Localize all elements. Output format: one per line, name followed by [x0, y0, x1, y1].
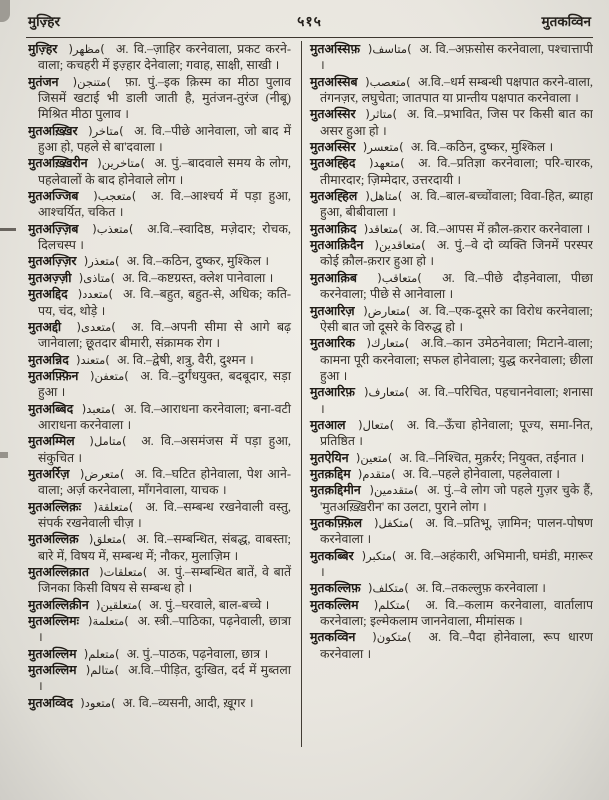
dictionary-entry — [310, 450, 593, 466]
entry-urdu-script: ( متعلق ) — [83, 532, 131, 546]
dictionary-entry — [28, 662, 291, 695]
entry-urdu-script: ( مظهر ) — [63, 42, 111, 56]
dictionary-entry — [310, 303, 593, 336]
entry-urdu-script: ( متعود ) — [76, 696, 119, 710]
right-column — [300, 41, 593, 800]
dictionary-entry — [28, 123, 291, 156]
entry-urdu-script: ( متعلقة ) — [87, 500, 140, 514]
entry-headword: मुतअस्सिफ़ — [310, 42, 361, 56]
dictionary-entry — [310, 466, 593, 482]
entry-headword: मुतआक़िद — [310, 221, 357, 236]
dictionary-entry — [310, 41, 593, 74]
entry-definition: अ.वि.–स्वादिष्ठ, मज़ेदार; रोचक, दिलचस्प । — [38, 221, 292, 253]
entry-urdu-script: ( متعال ) — [352, 418, 401, 432]
entry-urdu-script: ( متاخر ) — [83, 124, 130, 138]
entry-urdu-script: ( متعاقد ) — [360, 222, 407, 236]
entry-urdu-script: ( متكبر ) — [357, 549, 400, 563]
entry-headword: मुतअख़्ख़िर — [28, 123, 78, 138]
entry-definition: अ. वि.–व्यसनी, आदी, ख़ूगर । — [122, 695, 254, 710]
entry-definition: अ. वि.–दुर्गंधयुक्त, बदबूदार, सड़ा हुआ । — [38, 368, 291, 400]
entry-urdu-script: ( متعاقب ) — [367, 271, 432, 285]
entry-headword: मुतअज़्ज़ी — [28, 270, 72, 285]
entry-definition: अ. स्त्री.–पाठिका, पढ़नेवाली, छात्रा । — [38, 614, 291, 645]
entry-definition: अ. वि.–असमंजस में पड़ा हुआ, संकुचित । — [38, 434, 292, 465]
entry-headword: मुतक़द्दिम — [310, 466, 351, 481]
dictionary-entry — [28, 155, 291, 188]
left-column — [28, 41, 300, 800]
entry-urdu-script: ( متعلمة ) — [83, 614, 133, 628]
entry-headword: मुतअल्लिक़ः — [28, 499, 82, 514]
entry-urdu-script: ( متكفل ) — [368, 516, 420, 530]
entry-urdu-script: ( متعارك ) — [360, 336, 415, 350]
entry-definition: अ. वि.–ऊँचा होनेवाला; पूज्य, समा-नित, प्रतिष्ठित । — [320, 417, 593, 449]
page-number: ५१५ — [297, 15, 322, 30]
entry-headword: मुतअस्सिब — [310, 74, 358, 89]
entry-urdu-script: ( متعفن ) — [84, 369, 135, 383]
entry-headword: मुतकल्लिफ़ — [310, 581, 361, 596]
dictionary-entry — [28, 433, 291, 466]
entry-headword: मुतआक़िदैन — [310, 238, 364, 253]
entry-urdu-script: ( متعلقين ) — [92, 598, 146, 612]
dictionary-entry — [310, 74, 593, 107]
entry-headword: मुतअल्लिक़ात — [28, 565, 89, 579]
entry-urdu-script: ( متعدى ) — [69, 320, 124, 334]
running-header — [28, 12, 591, 30]
entry-definition: अ. वि.–प्रभावित, जिस पर किसी बात का असर हुआ हो । — [320, 107, 593, 138]
entry-urdu-script: ( متاذى ) — [75, 271, 119, 285]
dictionary-entry — [28, 564, 291, 597]
entry-definition: अ. वि.–ज़ाहिर करनेवाला, प्रकट करने-वाला; कचहरी में इज़्हार देनेवाला; गवाह, साक्षी, साखी । — [38, 42, 291, 73]
dictionary-entry — [28, 613, 291, 646]
entry-headword: मुतअख़्ख़िरीन — [28, 156, 88, 171]
entry-urdu-script: ( متعبد ) — [77, 402, 120, 416]
entry-headword: मुतऐयिन — [310, 450, 349, 465]
header-right-catchword: मुतकव्विन — [541, 14, 591, 29]
entry-urdu-script: ( متعذر ) — [80, 254, 124, 268]
entry-headword: मुतकफ़्फ़िल — [310, 515, 363, 530]
entry-urdu-script: ( متنجن ) — [65, 75, 118, 89]
entry-headword: मुतअम्मिल — [28, 434, 75, 449]
entry-headword: मुतअल्लिम — [28, 646, 77, 661]
entry-headword: मुतअल्लिमः — [28, 614, 80, 629]
margin-mark — [0, 452, 8, 458]
entry-definition: अ. पुं.–पाठक, पढ़नेवाला, छात्र । — [126, 646, 269, 661]
entry-urdu-script: ( متكلف ) — [364, 581, 412, 595]
entry-urdu-script: ( متعجب ) — [86, 189, 144, 203]
entry-headword: मुतअज्जिब — [28, 189, 79, 204]
entry-urdu-script: ( متعسر ) — [359, 140, 408, 154]
dictionary-entry — [310, 139, 593, 155]
entry-definition: अ. वि.–कलाम करनेवाला, वार्तालाप करनेवाला; इल्मेकलाम जाननेवाला, मीमांसक । — [320, 597, 593, 629]
entry-urdu-script: ( متعين ) — [352, 451, 396, 465]
dictionary-entry — [310, 482, 593, 515]
entry-definition: अ. वि.–कठिन, दुष्कर, मुश्किल । — [126, 254, 270, 269]
dictionary-entry — [28, 531, 291, 564]
entry-urdu-script: ( متقدم ) — [354, 467, 399, 481]
dictionary-entry — [310, 417, 593, 450]
entry-definition: अ. वि.–बाल-बच्चोंवाला; विवा-हित, ब्याहा हुआ, बीबीवाला । — [320, 189, 593, 220]
dictionary-entry — [28, 286, 291, 319]
entry-urdu-script: ( متاخرين ) — [92, 156, 150, 170]
dictionary-entry — [310, 270, 593, 303]
entry-urdu-script: ( متعند ) — [72, 353, 113, 367]
entry-headword: मुतअव्विद — [28, 695, 74, 710]
entry-headword: मुतअद्दिद — [28, 287, 68, 302]
entry-definition: अ. वि.–सम्बन्धित, संबद्ध, वाबस्ता; बारे में, विषय में, सम्बन्ध में; नौकर, मुलाज़िम । — [38, 532, 291, 563]
margin-mark — [0, 228, 16, 231]
entry-definition: अ.वि.–कान उमेठनेवाला; मिटाने-वाला; कामना पूरी करनेवाला; सफल होनेवाला; युद्ध करनेवाला; छीला हुआ । — [320, 336, 593, 383]
dictionary-entry — [28, 597, 291, 613]
entry-urdu-script: ( متكلم ) — [366, 598, 418, 612]
entry-urdu-script: ( متعدد ) — [72, 287, 118, 301]
entry-definition: अ. वि.–निश्चित, मुक़र्रर; नियुक्त, तईनात । — [399, 450, 585, 465]
entry-headword: मुतआरिक — [310, 336, 355, 351]
entry-urdu-script: ( متالم ) — [81, 663, 124, 677]
entry-headword: मुतअल्लिक़ीन — [28, 597, 89, 612]
entry-headword: मुतअन्निद — [28, 352, 69, 367]
entry-urdu-script: ( متعلقات ) — [94, 565, 153, 579]
entry-definition: अ.वि.–धर्म सम्बन्धी पक्षपात करने-वाला, तंगनज़र, लघुचेता; जातपात या प्रान्तीय पक्षपात करनेवाला । — [320, 74, 593, 106]
entry-definition: अ. वि.–बहुत, बहुत-से, अधिक; कति-पय, चंद, थोड़े । — [38, 287, 292, 318]
entry-headword: मुतकल्लिम — [310, 597, 359, 612]
dictionary-entry — [310, 106, 593, 139]
dictionary-entry — [310, 221, 593, 237]
entry-headword: मुतअल्लिक़ — [28, 532, 79, 547]
header-rule — [26, 37, 593, 38]
entry-definition: अ. पुं.–वे दो व्यक्ति जिनमें परस्पर कोई क़ौल-क़रार हुआ हो । — [320, 238, 593, 269]
entry-definition: अ. वि.–तकल्लुफ़ करनेवाला । — [415, 581, 546, 596]
entry-headword: मुतअह्हिल — [310, 189, 358, 204]
entry-headword: मुतअस्सिर — [310, 107, 356, 122]
dictionary-entry — [28, 221, 291, 254]
dictionary-entry — [28, 188, 291, 221]
entry-definition: अ. वि.–घटित होनेवाला, पेश आने-वाला; अर्ज़ करनेवाला, माँगनेवाला, याचक । — [38, 466, 291, 498]
entry-definition: अ. पुं.–बादवाले समय के लोग, पहलेवालों के बाद होनेवाले लोग । — [38, 156, 292, 187]
dictionary-entry — [310, 237, 593, 270]
dictionary-entry — [28, 466, 291, 499]
entry-definition: अ. वि.–आपस में क़ौल-क़रार करनेवाला । — [410, 221, 591, 236]
entry-headword: मुतंजन — [28, 74, 59, 89]
entry-headword: मुतकब्बिर — [310, 548, 354, 563]
entry-headword: मुतअज़्ज़िर — [28, 254, 77, 269]
entry-urdu-script: ( متاهل ) — [361, 189, 407, 203]
dictionary-entry — [310, 155, 593, 188]
entry-headword: मुतआल — [310, 417, 346, 432]
entry-definition: अ. वि.–पैदा होनेवाला, रूप धारण करनेवाला । — [320, 630, 593, 661]
dictionary-entry — [28, 352, 291, 368]
dictionary-entry — [28, 646, 291, 662]
entry-headword: मुतक़द्दिमीन — [310, 483, 361, 498]
entry-definition: फ़ा. पुं.–इक क़िस्म का मीठा पुलाव जिसमें खटाई भी डाली जाती है, मुतंजन-तुरंज (नीबू) मिश्रित मीठा पुलाव । — [38, 74, 291, 122]
entry-definition: अ. वि.–प्रतिभू, ज़ामिन; पालन-पोषण करनेवाला । — [320, 515, 593, 547]
dictionary-entry — [310, 384, 593, 417]
entry-headword: मुतअस्सिर — [310, 140, 356, 155]
entry-urdu-script: ( متاثر ) — [360, 107, 402, 121]
entry-definition: अ. वि.–कठिन, दुष्कर, मुश्किल । — [410, 140, 554, 155]
entry-definition: अ. वि.–पहले होनेवाला, पहलेवाला । — [402, 466, 560, 481]
entry-headword: मुतअफ़्फ़िन — [28, 368, 79, 383]
entry-definition: अ. वि.–परिचित, पहचाननेवाला; शनासा । — [320, 385, 593, 416]
entry-headword: मुज़्हिर — [28, 42, 58, 56]
dictionary-entry — [310, 515, 593, 548]
entry-definition: अ. वि.–सम्बन्ध रखनेवाली वस्तु, संपर्क रखनेवाली चीज़ । — [38, 499, 292, 530]
entry-headword: मुतआरिज़ — [310, 303, 355, 318]
entry-urdu-script: ( متقدمين ) — [365, 483, 423, 497]
dictionary-entry — [28, 401, 291, 434]
entry-definition: अ. पुं.–घरवाले, बाल-बच्चे । — [149, 597, 270, 612]
header-left-catchword: मुज़्हिर — [28, 14, 60, 29]
entry-definition: अ. पुं.–वे लोग जो पहले गुज़र चुके हैं, 'मुतअख़्ख़िरीन' का उलटा, पुराने लोग । — [320, 483, 593, 514]
entry-headword: मुतअद्दी — [28, 319, 62, 334]
entry-headword: मुतआरिफ़ — [310, 385, 355, 400]
entry-definition: अ. वि.–कष्टग्रस्त, क्लेश पानेवाला । — [122, 270, 274, 285]
entry-headword: मुतअह्हिद — [310, 156, 356, 171]
entry-definition: अ. वि.–पीछे आनेवाला, जो बाद में हुआ हो, पहले से बा'दवाला । — [38, 123, 291, 155]
entry-urdu-script: ( متعلم ) — [80, 647, 123, 661]
entry-definition: अ. वि.–अहंकारी, अभिमानी, घमंडी, मग़रूर । — [320, 548, 593, 579]
dictionary-entry — [28, 368, 291, 401]
entry-headword: मुतअल्लिम — [28, 663, 77, 678]
entry-definition: अ. वि.–द्वेषी, शत्रु, वैरी, दुश्मन । — [116, 352, 254, 367]
entry-urdu-script: ( متاسف ) — [364, 42, 416, 56]
scan-smudge — [0, 0, 10, 22]
entry-definition: अ. वि.–आश्चर्य में पड़ा हुआ, आश्चर्यित, चकित । — [38, 189, 291, 220]
entry-urdu-script: ( متعذب ) — [85, 222, 140, 236]
dictionary-entry — [28, 695, 291, 711]
entry-definition: अ. वि.–आराधना करनेवाला; बना-वटी आराधना करनेवाला । — [38, 401, 291, 432]
entry-urdu-script: ( متعصب ) — [361, 75, 415, 89]
entry-urdu-script: ( متعارف ) — [359, 385, 414, 399]
dictionary-entry — [310, 548, 593, 581]
dictionary-entry — [310, 597, 593, 630]
dictionary-entry — [28, 74, 291, 123]
dictionary-entry — [28, 499, 291, 532]
entry-headword: मुतअर्रिज़ — [28, 466, 70, 481]
entry-definition: अ. वि.–प्रतिज्ञा करनेवाला; परि-चारक, तीमारदार; ज़िम्मेदार, उत्तरदायी । — [320, 156, 593, 187]
entry-headword: मुतअब्बिद — [28, 401, 74, 416]
entry-headword: मुतआक़िब — [310, 270, 357, 285]
entry-urdu-script: ( متعارض ) — [359, 304, 415, 318]
dictionary-entry — [310, 335, 593, 384]
dictionary-entry — [310, 188, 593, 221]
dictionary-entry — [28, 41, 291, 74]
dictionary-entry — [28, 270, 291, 286]
dictionary-entry — [28, 319, 291, 352]
dictionary-entry — [28, 253, 291, 269]
entry-urdu-script: ( متامل ) — [82, 434, 134, 448]
entry-definition: अ. वि.–अपनी सीमा से आगे बढ़ जानेवाला; छूतदार बीमारी, संक्रामक रोग । — [38, 319, 292, 351]
entry-definition: अ.वि.–पीड़ित, दुःखित, दर्द में मुब्तला । — [38, 663, 291, 694]
entry-urdu-script: ( متعهد ) — [362, 156, 412, 170]
entry-definition: अ. वि.–अफ़सोस करनेवाला, पश्चात्तापी । — [320, 42, 593, 73]
entry-definition: अ. पुं.–सम्बन्धित बातें, वे बातें जिनका किसी विषय से सम्बन्ध हो । — [38, 565, 292, 596]
entry-headword: मुतकव्विन — [310, 630, 356, 645]
entry-urdu-script: ( متعرض ) — [74, 467, 129, 481]
dictionary-entry — [310, 580, 593, 596]
entry-urdu-script: ( متكون ) — [364, 630, 421, 644]
dictionary-columns — [28, 41, 593, 800]
entry-headword: मुतअज़्ज़िब — [28, 221, 79, 236]
entry-urdu-script: ( متعاقدين ) — [369, 238, 432, 252]
entry-definition: अ. वि.–पीछे दौड़नेवाला, पीछा करनेवाला; पीछे से आनेवाला । — [320, 270, 593, 302]
entry-definition: अ. वि.–एक-दूसरे का विरोध करनेवाला; ऐसी बात जो दूसरे के विरुद्ध हो । — [320, 303, 593, 334]
dictionary-entry — [310, 629, 593, 662]
